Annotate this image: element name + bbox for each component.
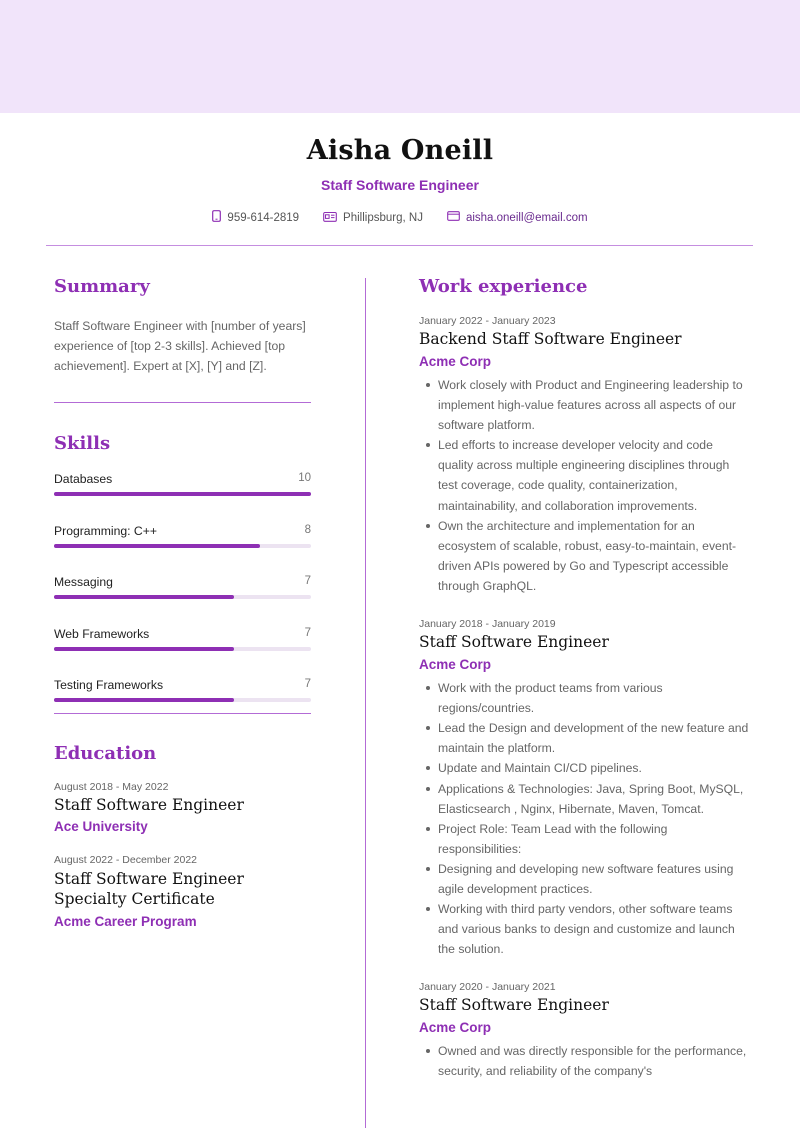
skill-bar-track bbox=[54, 595, 311, 599]
email-link[interactable]: aisha.oneill@email.com bbox=[465, 211, 588, 224]
education-org: Ace University bbox=[54, 818, 148, 834]
work-bullet: Designing and developing new software features using agile development practices. bbox=[419, 859, 749, 899]
skill-bar-track bbox=[54, 492, 311, 496]
education-dates: August 2018 - May 2022 bbox=[54, 780, 169, 793]
work-bullets bbox=[419, 375, 749, 596]
education-title: Staff Software Engineer Specialty Certificate bbox=[54, 869, 244, 908]
work-bullet: Update and Maintain CI/CD pipelines. bbox=[419, 758, 749, 778]
summary-section bbox=[54, 276, 311, 376]
work-title: Staff Software Engineer bbox=[419, 633, 609, 652]
skill-level: 10 bbox=[298, 472, 311, 484]
location-text: Phillipsburg, NJ bbox=[343, 211, 423, 224]
skill-bar-fill bbox=[54, 544, 260, 548]
location-icon bbox=[323, 211, 337, 225]
work-org: Acme Corp bbox=[419, 354, 492, 369]
skills-heading: Skills bbox=[54, 433, 111, 454]
work-org: Acme Corp bbox=[419, 1020, 492, 1036]
contact-location bbox=[323, 210, 423, 225]
column-divider bbox=[365, 278, 366, 1128]
education-item bbox=[54, 854, 311, 929]
work-bullet: Working with third party vendors, other software teams and various banks to design and customize and launch the solution. bbox=[419, 899, 749, 959]
work-item bbox=[419, 315, 749, 596]
skill-item bbox=[54, 575, 311, 627]
skill-label: Messaging bbox=[54, 575, 113, 589]
skill-item bbox=[54, 524, 311, 576]
education-title: Staff Software Engineer bbox=[54, 795, 244, 814]
education-dates: August 2022 - December 2022 bbox=[54, 853, 198, 866]
skill-label: Programming: C++ bbox=[54, 523, 157, 538]
skill-level: 7 bbox=[304, 678, 311, 690]
contact-email[interactable] bbox=[447, 210, 588, 225]
summary-text: Staff Software Engineer with [number of years] experience of [top 2-3 skills]. Achieved [top achievement]. Expert at [X], [Y] and [Z]. bbox=[54, 319, 306, 373]
summary-heading: Summary bbox=[54, 276, 150, 297]
skill-level: 7 bbox=[304, 626, 311, 639]
education-section bbox=[54, 743, 311, 929]
work-title: Backend Staff Software Engineer bbox=[419, 330, 682, 348]
work-heading: Work experience bbox=[419, 276, 588, 297]
education-item bbox=[54, 781, 311, 834]
work-bullet: Work closely with Product and Engineering leadership to implement high-value features across all aspects of our software platform. bbox=[419, 375, 749, 435]
education-org: Acme Career Program bbox=[54, 913, 197, 929]
work-bullet: Applications & Technologies: Java, Spring Boot, MySQL, Elasticsearch , Nginx, Hibernate, Maven, Tomcat. bbox=[419, 779, 749, 819]
work-bullet: Work with the product teams from various regions/countries. bbox=[419, 678, 749, 718]
skill-bar-track bbox=[54, 698, 311, 702]
skill-label: Web Frameworks bbox=[54, 626, 150, 641]
work-bullet: Led efforts to increase developer velocity and code quality across multiple engineering disciplines through test coverage, code quality, containerization, maintainability, and collaboration improvements. bbox=[419, 435, 749, 515]
skill-item bbox=[54, 678, 311, 730]
work-item bbox=[419, 618, 749, 959]
left-column bbox=[54, 276, 311, 929]
skills-list bbox=[54, 472, 311, 730]
work-bullet: Own the architecture and implementation for an ecosystem of scalable, robust, easy-to-maintain, event-driven APIs powered by Go and Typescript accessible through GraphQL. bbox=[419, 516, 749, 596]
email-icon bbox=[447, 211, 460, 224]
work-dates: January 2018 - January 2019 bbox=[419, 618, 556, 631]
work-bullet: Owned and was directly responsible for the performance, security, and reliability of the company's bbox=[419, 1041, 749, 1081]
skill-label: Databases bbox=[54, 472, 113, 486]
work-bullet: Project Role: Team Lead with the following responsibilities: bbox=[419, 819, 749, 859]
skill-level: 8 bbox=[304, 523, 311, 536]
work-bullets bbox=[419, 678, 749, 959]
phone-icon bbox=[212, 210, 221, 225]
contact-row bbox=[0, 210, 800, 225]
skill-bar-track bbox=[54, 544, 311, 548]
header-divider bbox=[46, 245, 753, 246]
skill-item bbox=[54, 472, 311, 524]
skill-label: Testing Frameworks bbox=[54, 678, 164, 692]
work-dates: January 2022 - January 2023 bbox=[419, 315, 556, 327]
work-org: Acme Corp bbox=[419, 657, 492, 673]
header-band bbox=[0, 0, 800, 113]
work-bullet: Lead the Design and development of the new feature and maintain the platform. bbox=[419, 718, 749, 758]
skill-bar-fill bbox=[54, 698, 234, 702]
education-heading: Education bbox=[54, 742, 157, 764]
skill-bar-fill bbox=[54, 595, 234, 599]
skill-bar-track bbox=[54, 647, 311, 651]
section-divider bbox=[54, 402, 311, 403]
candidate-name: Aisha Oneill bbox=[306, 135, 494, 166]
candidate-title: Staff Software Engineer bbox=[321, 177, 479, 193]
skill-item bbox=[54, 627, 311, 679]
skills-section bbox=[54, 433, 311, 730]
work-item bbox=[419, 981, 749, 1081]
skill-bar-fill bbox=[54, 647, 234, 651]
skill-bar-fill bbox=[54, 492, 311, 496]
skill-level: 7 bbox=[304, 575, 311, 587]
phone-text: 959-614-2819 bbox=[227, 211, 300, 224]
right-column bbox=[419, 276, 749, 1082]
contact-phone[interactable] bbox=[212, 210, 299, 225]
work-bullets bbox=[419, 1041, 749, 1081]
work-dates: January 2020 - January 2021 bbox=[419, 981, 556, 994]
work-title: Staff Software Engineer bbox=[419, 996, 609, 1015]
